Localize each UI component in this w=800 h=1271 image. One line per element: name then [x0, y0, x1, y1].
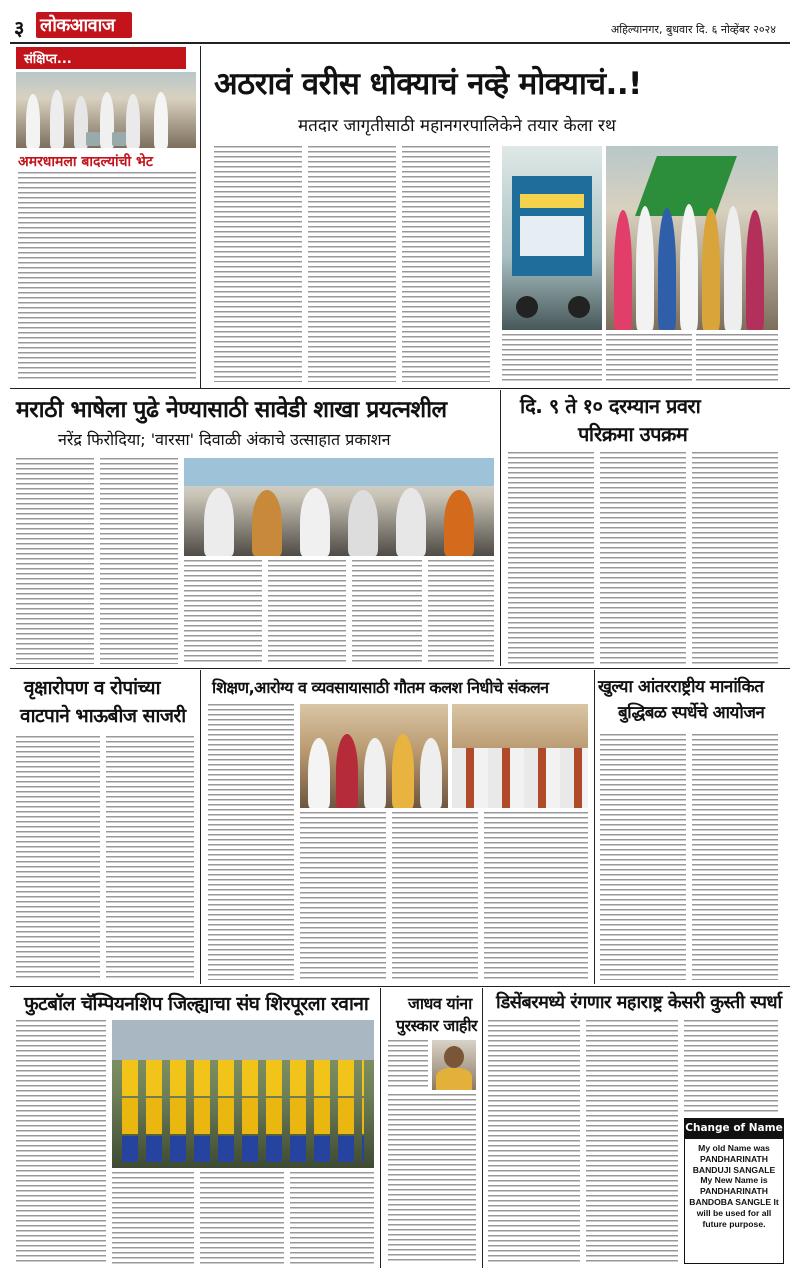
chess-body-col2	[692, 734, 778, 980]
tree-body-col1	[16, 736, 100, 980]
jadhav-headline-1: जाधव यांना	[408, 994, 472, 1013]
marathi-body-col5	[352, 560, 422, 664]
brief-headline: अमरधामला बादल्यांची भेट	[18, 154, 153, 170]
flagoff-photo	[606, 146, 778, 330]
football-team-photo	[112, 1020, 374, 1168]
marathi-body-col3	[184, 560, 262, 664]
marathi-body-col4	[268, 560, 346, 664]
lead-subheadline: मतदार जागृतीसाठी महानगरपालिकेने तयार केला रथ	[298, 116, 616, 136]
jadhav-body-top	[388, 1040, 428, 1090]
tree-headline-1: वृक्षारोपण व रोपांच्या	[24, 677, 160, 699]
parikrama-body-col2	[600, 452, 686, 664]
lead-headline: अठरावं वरीस धोक्याचं नव्हे मोक्याचं..!	[214, 66, 642, 102]
jadhav-headline-2: पुरस्कार जाहीर	[396, 1016, 478, 1035]
kusti-headline: डिसेंबरमध्ये रंगणार महाराष्ट्र केसरी कुस्ती स्पर्धा	[496, 992, 782, 1013]
parikrama-body-col1	[508, 452, 594, 664]
parikrama-headline-1: दि. ९ ते १० दरम्यान प्रवरा	[520, 394, 701, 418]
date-line: अहिल्यानगर, बुधवार दि. ६ नोव्हेंबर २०२४	[610, 23, 776, 36]
kusti-body-col3	[684, 1020, 778, 1112]
football-headline: फुटबॉल चॅम्पियनशिप जिल्ह्याचा संघ शिरपूरला रवाना	[24, 993, 369, 1015]
football-body-col3	[200, 1172, 284, 1264]
parikrama-body-col3	[692, 452, 778, 664]
gautam-photo-2	[452, 704, 588, 808]
photo-caption-2	[606, 334, 692, 382]
change-of-name-box	[684, 1118, 784, 1264]
tree-body-col2	[106, 736, 194, 980]
lead-body-col1	[214, 146, 302, 382]
page-number: ३	[14, 16, 25, 40]
brief-photo	[16, 72, 196, 148]
kusti-body-col1	[488, 1020, 580, 1264]
chess-headline-1: खुल्या आंतरराष्ट्रीय मानांकित	[598, 677, 764, 697]
book-launch-photo	[184, 458, 494, 556]
gautam-body-col1	[208, 704, 294, 980]
marathi-body-col2	[100, 458, 178, 664]
jadhav-body	[388, 1094, 476, 1264]
photo-caption-3	[696, 334, 778, 382]
chess-headline-2: बुद्धिबळ स्पर्धेचे आयोजन	[618, 703, 765, 723]
gautam-headline: शिक्षण,आरोग्य व व्यवसायासाठी गौतम कलश निधीचे संकलन	[212, 678, 549, 697]
gautam-photo-1	[300, 704, 448, 808]
football-body-col1	[16, 1020, 106, 1264]
parikrama-headline-2: परिक्रमा उपक्रम	[578, 422, 688, 446]
brief-tag: संक्षिप्त...	[16, 47, 186, 69]
lead-body-col3	[402, 146, 490, 382]
tree-headline-2: वाटपाने भाऊबीज साजरी	[20, 705, 186, 727]
marathi-subheadline: नरेंद्र फिरोदिया; 'वारसा' दिवाळी अंकाचे उत्साहात प्रकाशन	[58, 430, 391, 449]
football-body-col4	[290, 1172, 374, 1264]
marathi-headline: मराठी भाषेला पुढे नेण्यासाठी सावेडी शाखा प्रयत्नशील	[16, 397, 447, 423]
change-of-name-body: My old Name was PANDHARINATH BANDUJI SANGALE My New Name is PANDHARINATH BANDOBA SANGLE It will be used for all future purpose.	[689, 1143, 779, 1229]
lead-body-col2	[308, 146, 396, 382]
football-body-col2	[112, 1172, 194, 1264]
marathi-body-col6	[428, 560, 494, 664]
change-of-name-title: Change of Name	[685, 1119, 783, 1139]
rath-photo	[502, 146, 602, 330]
masthead-title: लोकआवाज	[40, 15, 115, 36]
gautam-body-col3	[392, 812, 478, 980]
photo-caption-1	[502, 334, 602, 382]
gautam-body-col2	[300, 812, 386, 980]
brief-body	[18, 172, 196, 382]
jadhav-portrait	[432, 1040, 476, 1090]
kusti-body-col2	[586, 1020, 678, 1264]
marathi-body-col1	[16, 458, 94, 664]
chess-body-col1	[600, 734, 686, 980]
gautam-body-col4	[484, 812, 588, 980]
